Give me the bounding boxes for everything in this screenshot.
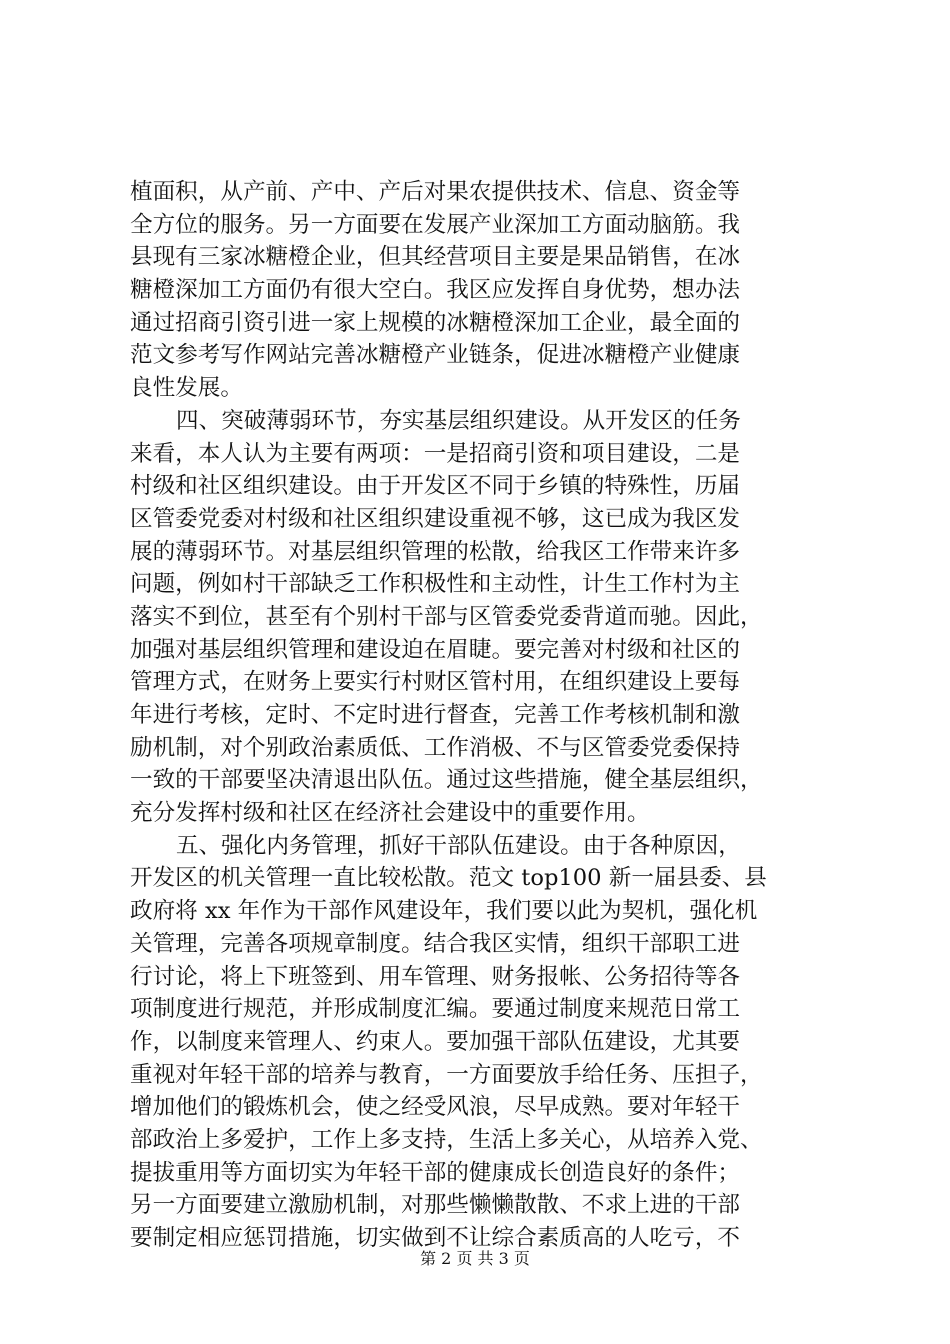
text-line: 村级和社区组织建设。由于开发区不同于乡镇的特殊性，历届	[130, 473, 741, 500]
text-line: 区管委党委对村级和社区组织建设重视不够，这已成为我区发	[130, 505, 741, 532]
text-line: 要制定相应惩罚措施，切实做到不让综合素质高的人吃亏，不	[130, 1225, 741, 1251]
text-line: 加强对基层组织管理和建设迫在眉睫。要完善对村级和社区的	[130, 636, 741, 663]
text-line: 植面积，从产前、产中、产后对果农提供技术、信息、资金等	[130, 179, 741, 205]
text-line: 落实不到位，甚至有个别村干部与区管委党委背道而驰。因此，	[130, 603, 763, 630]
page-number-footer: 第 2 页 共 3 页	[420, 1249, 530, 1268]
text-line: 来看，本人认为主要有两项：一是招商引资和项目建设，二是	[130, 440, 741, 467]
document-body	[130, 176, 830, 1255]
text-line: 五、强化内务管理，抓好干部队伍建设。由于各种原因，	[176, 832, 741, 859]
text-line: 管理方式，在财务上要实行村财区管村用，在组织建设上要每	[130, 669, 741, 696]
paragraph-section-4	[130, 405, 830, 830]
text-line: 范文参考写作网站完善冰糖橙产业链条，促进冰糖橙产业健康	[130, 342, 741, 369]
text-line: 问题，例如村干部缺乏工作积极性和主动性，计生工作村为主	[130, 571, 741, 598]
text-line: 全方位的服务。另一方面要在发展产业深加工方面动脑筋。我	[130, 211, 741, 238]
text-line: 项制度进行规范，并形成制度汇编。要通过制度来规范日常工	[130, 996, 741, 1023]
text-line: 政府将 xx 年作为干部作风建设年，我们要以此为契机，强化机	[130, 898, 758, 925]
text-line: 良性发展。	[130, 375, 243, 402]
text-line: 县现有三家冰糖橙企业，但其经营项目主要是果品销售，在冰	[130, 244, 741, 271]
paragraph-section-5	[130, 830, 830, 1255]
text-line: 励机制，对个别政治素质低、工作消极、不与区管委党委保持	[130, 734, 741, 761]
text-line: 重视对年轻干部的培养与教育，一方面要放手给任务、压担子，	[130, 1061, 763, 1088]
text-line: 另一方面要建立激励机制，对那些懒懒散散、不求上进的干部	[130, 1192, 741, 1219]
text-line: 增加他们的锻炼机会，使之经受风浪，尽早成熟。要对年轻干	[130, 1094, 741, 1121]
text-line: 关管理，完善各项规章制度。结合我区实情，组织干部职工进	[130, 930, 741, 957]
text-line: 开发区的机关管理一直比较松散。范文 top100 新一届县委、县	[130, 865, 767, 892]
text-line: 年进行考核，定时、不定时进行督查，完善工作考核机制和激	[130, 702, 741, 728]
text-line: 四、突破薄弱环节，夯实基层组织建设。从开发区的任务	[176, 407, 741, 434]
text-line: 行讨论，将上下班签到、用车管理、财务报帐、公务招待等各	[130, 963, 741, 990]
text-line: 糖橙深加工方面仍有很大空白。我区应发挥自身优势，想办法	[130, 277, 741, 304]
text-line: 一致的干部要坚决清退出队伍。通过这些措施，健全基层组织，	[130, 767, 763, 794]
paragraph-continued	[130, 176, 830, 405]
text-line: 通过招商引资引进一家上规模的冰糖橙深加工企业，最全面的	[130, 309, 741, 336]
text-line: 提拔重用等方面切实为年轻干部的健康成长创造良好的条件；	[130, 1159, 741, 1186]
text-line: 部政治上多爱护，工作上多支持，生活上多关心，从培养入党、	[130, 1126, 763, 1153]
text-line: 充分发挥村级和社区在经济社会建设中的重要作用。	[130, 800, 650, 827]
text-line: 展的薄弱环节。对基层组织管理的松散，给我区工作带来许多	[130, 538, 741, 565]
text-line: 作，以制度来管理人、约束人。要加强干部队伍建设，尤其要	[130, 1028, 741, 1055]
